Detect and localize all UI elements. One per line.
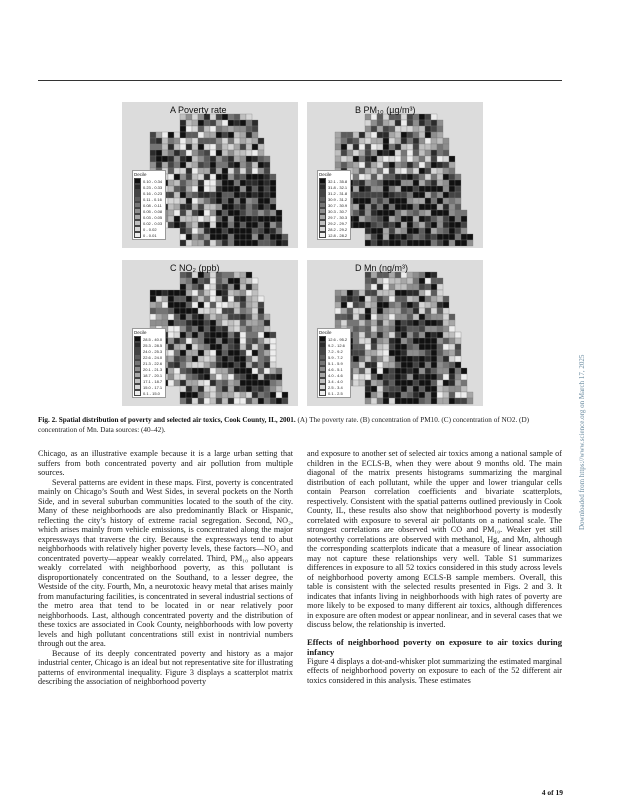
figure-2 xyxy=(120,100,485,410)
legend-label: 0.10 - 0.34 xyxy=(143,178,163,184)
legend-title: Decile xyxy=(319,172,332,177)
legend-label: 0 - 0.02 xyxy=(143,226,157,232)
legend-label: 7.2 - 9.2 xyxy=(328,348,343,354)
legend-label: 20.1 - 21.3 xyxy=(143,366,163,372)
paragraph: Chicago, as an illustrative example because it is a large urban setting that suffers from both concentrated poverty and air pollution from multiple sources. xyxy=(38,449,293,477)
legend-label: 4.6 - 5.1 xyxy=(328,366,343,372)
legend-label: 0.23 - 0.33 xyxy=(143,184,163,190)
legend-label: 3.4 - 4.0 xyxy=(328,378,343,384)
paragraph: Because of its deeply concentrated poverty and history as a major industrial center, Chicago is an ideal but not representative site for illustrating patterns of environmental inequality. Figure 3 displays a scatterplot matrix describing the association of neighborhood poverty xyxy=(38,648,293,686)
legend-label: 22.6 - 24.0 xyxy=(143,354,163,360)
legend-label: 0.1 - 15.0 xyxy=(143,390,160,396)
legend-label: 24.0 - 25.3 xyxy=(143,348,163,354)
map-panel-title: C NO₂ (ppb) xyxy=(170,263,220,273)
legend-swatch xyxy=(319,390,326,396)
legend-label: 31.2 - 31.8 xyxy=(328,190,348,196)
legend-entry xyxy=(319,232,349,238)
legend-label: 30.7 - 30.9 xyxy=(328,202,348,208)
legend-label: 30.3 - 30.7 xyxy=(328,208,348,214)
map-legend xyxy=(317,170,351,240)
legend-title: Decile xyxy=(319,330,332,335)
legend-label: 0.03 - 0.05 xyxy=(143,214,163,220)
legend-label: 31.8 - 32.1 xyxy=(328,184,348,190)
legend-label: 0.05 - 0.08 xyxy=(143,208,163,214)
legend-label: 0.16 - 0.23 xyxy=(143,190,163,196)
caption-title: Fig. 2. Spatial distribution of poverty and selected air toxics, Cook County, IL, 2001. xyxy=(38,416,296,424)
map-panel-title: A Poverty rate xyxy=(170,105,227,115)
legend-label: 18.7 - 20.1 xyxy=(143,372,163,378)
legend-label: 0.08 - 0.11 xyxy=(143,202,162,208)
legend-label: 0.1 - 2.5 xyxy=(328,390,343,396)
legend-label: 15.0 - 17.1 xyxy=(143,384,163,390)
legend-label: 29.7 - 30.3 xyxy=(328,214,348,220)
legend-label: 0.11 - 0.16 xyxy=(143,196,162,202)
paragraph: and exposure to another set of selected air toxics among a national sample of children in the ECLS-B, when they were about 9 months old. The main diagonal of the matrix presents histograms summarizing the marginal distribution of each pollutant, while the upper and lower triangular cells contain Pearson correlation coefficients and bivariate scatterplots, respectively. Consistent with the spatial patterns outlined previously in Cook County, IL, these results also show that neighborhood poverty is modestly correlated with exposure to several air pollutants on a national scale. The strongest correlations are observed with CO and PM₁₀. Weaker yet still noteworthy correlations are observed with methanol, Hg, and Mn, although the corresponding scatterplots indicate that a measure of linear association may not capture these relationships very well. Table S1 summarizes differences in exposure to all 52 toxics considered in this study across levels of neighborhood poverty among ECLS-B sample members. Overall, this table is consistent with the selected results presented in Figs. 2 and 3. It indicates that infants living in neighborhoods with high rates of poverty are more likely to be exposed to many different air toxics, although differences in exposure are often modest or appear nonlinear, and in several cases that we discuss below, the relationship is inverted. xyxy=(307,449,562,629)
legend-entry xyxy=(319,390,349,396)
map-panel-b xyxy=(305,100,485,250)
legend-label: 0.02 - 0.03 xyxy=(143,220,163,226)
legend-label: 28.5 - 40.0 xyxy=(143,336,163,342)
legend-title: Decile xyxy=(134,172,147,177)
legend-label: 4.0 - 4.6 xyxy=(328,372,343,378)
legend-entry xyxy=(134,232,164,238)
legend-label: 30.9 - 31.2 xyxy=(328,196,348,202)
legend-swatch xyxy=(134,232,141,238)
download-watermark: Downloaded from https://www.science.org on March 17, 2025 xyxy=(578,354,586,530)
paragraph: Figure 4 displays a dot-and-whisker plot summarizing the estimated marginal effects of neighborhood poverty on exposure to each of the 52 different air toxics considered in this analysis. These estimates xyxy=(307,656,562,685)
page-number: 4 of 19 xyxy=(541,788,563,797)
figure-caption xyxy=(38,415,563,435)
legend-label: 5.1 - 5.9 xyxy=(328,360,343,366)
legend-swatch xyxy=(319,232,326,238)
header-rule xyxy=(38,80,562,81)
paragraph: Several patterns are evident in these maps. First, poverty is concentrated mainly on Chicago’s South and West Sides, in several pockets on the North Side, and in several suburban communities located to the south of the city. Many of these neighborhoods are also predominantly Black or Hispanic, reflecting the city’s history of extreme racial segregation. Second, NO₂, which arises mainly from vehicle emissions, is concentrated along the major expressways that traverse the city. Because the expressways tend to abut neighborhoods with relatively higher poverty levels, these factors—NO₂ and concentrated poverty—appear weakly correlated. Third, PM₁₀ also appears weakly correlated with neighborhood poverty, as this pollutant is disproportionately concentrated on the Southand, to a lesser degree, the Westside of the city. Fourth, Mn, a neurotoxic heavy metal that arises mainly from manufacturing facilities, is concentrated in several industrial sections of the metro area that tend to be located in or near relatively poor neighborhoods. Last, although concentrated poverty and the distribution of these toxics are associated in Cook County, neighborhoods with low poverty levels and high pollutant concentrations still exist in nontrivial numbers through out the area. xyxy=(38,477,293,648)
legend-label: 2.5 - 3.4 xyxy=(328,384,343,390)
legend-label: 21.3 - 22.6 xyxy=(143,360,163,366)
map-panel-title: D Mn (ng/m³) xyxy=(355,263,409,273)
map-panel-c xyxy=(120,258,300,408)
legend-label: 5.9 - 7.2 xyxy=(328,354,343,360)
legend-label: 9.2 - 12.6 xyxy=(328,342,345,348)
legend-label: 32.1 - 35.8 xyxy=(328,178,348,184)
legend-label: 17.1 - 18.7 xyxy=(143,378,163,384)
legend-label: 12.6 - 95.2 xyxy=(328,336,348,342)
text-column-right xyxy=(307,449,562,685)
legend-label: 0 - 0.01 xyxy=(143,232,157,238)
map-panel-d xyxy=(305,258,485,408)
legend-entry xyxy=(134,390,164,396)
section-heading: Effects of neighborhood poverty on exposure to air toxics during infancy xyxy=(307,636,562,657)
map-legend xyxy=(132,328,166,398)
legend-swatch xyxy=(134,390,141,396)
map-legend xyxy=(132,170,166,240)
caption-text: (A) The poverty rate. (B) concentration of PM10. (C) concentration of NO2. (D) concentration of Mn. Data sources: (40–42). xyxy=(38,416,530,434)
legend-label: 12.8 - 28.2 xyxy=(328,232,348,238)
map-panel-title: B PM₁₀ (µg/m³) xyxy=(355,105,416,115)
legend-label: 28.2 - 29.2 xyxy=(328,226,348,232)
map-panel-a xyxy=(120,100,300,250)
map-legend xyxy=(317,328,351,398)
legend-label: 29.2 - 29.7 xyxy=(328,220,348,226)
legend-label: 25.3 - 28.5 xyxy=(143,342,163,348)
text-column-left xyxy=(38,449,293,687)
legend-title: Decile xyxy=(134,330,147,335)
